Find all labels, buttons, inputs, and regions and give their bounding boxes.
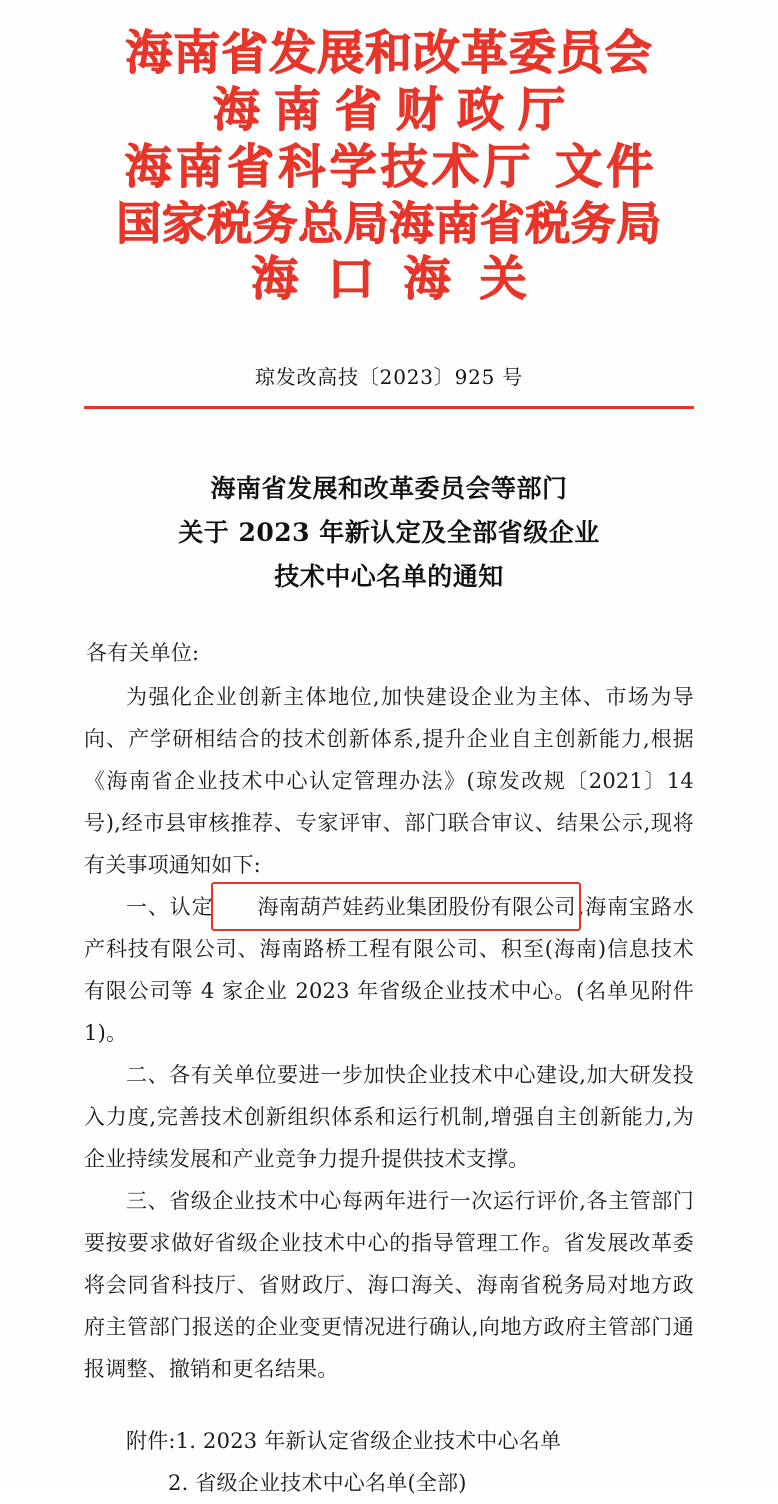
attachment-line-2: 2. 省级企业技术中心名单(全部) bbox=[168, 1471, 467, 1496]
highlighted-company-name: 海南葫芦娃药业集团股份有限公司 bbox=[214, 886, 578, 928]
letterhead-line-3: 海南省科学技术厅 文件 bbox=[124, 140, 658, 195]
paragraph-item-1 bbox=[84, 886, 694, 1054]
salutation: 各有关单位: bbox=[86, 641, 200, 666]
paragraph-intro: 为强化企业创新主体地位,加快建设企业为主体、市场为导向、产学研相结合的技术创新体系,提升企业自主创新能力,根据《海南省企业技术中心认定管理办法》(琼发改规〔2021〕14 号),经市县审核推荐、专家评审、部门联合审议、结果公示,现将有关事项通知如下: bbox=[84, 685, 694, 878]
title-line-3: 技术中心名单的通知 bbox=[274, 561, 504, 591]
letterhead-line-4: 国家税务总局海南省税务局 bbox=[116, 197, 662, 250]
title-line-1: 海南省发展和改革委员会等部门 bbox=[210, 474, 568, 503]
red-divider-rule bbox=[84, 406, 694, 409]
attachments bbox=[84, 1420, 694, 1504]
letterhead-line-1: 海南省发展和改革委员会 bbox=[125, 26, 653, 81]
letterhead-line-5: 海口海关 bbox=[251, 252, 556, 307]
paragraph-item-2: 二、各有关单位要进一步加快企业技术中心建设,加大研发投入力度,完善技术创新组织体系和运行机制,增强自主创新能力,为企业持续发展和产业竞争力提升提供技术支撑。 bbox=[84, 1063, 694, 1172]
paragraph-item-3: 三、省级企业技术中心每两年进行一次运行评价,各主管部门要按要求做好省级企业技术中心的指导管理工作。省发展改革委将会同省科技厅、省财政厅、海口海关、海南省税务局对地方政府主管部门报送的企业变更情况进行确认,向地方政府主管部门通报调整、撤销和更名结果。 bbox=[84, 1189, 694, 1382]
attachment-line-1: 附件:1. 2023 年新认定省级企业技术中心名单 bbox=[126, 1429, 562, 1454]
title-line-2: 关于 2023 年新认定及全部省级企业 bbox=[178, 517, 600, 547]
document-title bbox=[84, 467, 694, 598]
letterhead-line-2: 海南省财政厅 bbox=[212, 83, 580, 138]
item-1-prefix: 一、认定 bbox=[126, 895, 214, 920]
document-number: 琼发改高技〔2023〕925 号 bbox=[254, 365, 524, 389]
letterhead bbox=[84, 0, 694, 307]
item-1-suffix: ,海南宝路水产科技有限公司、海南路桥工程有限公司、积至(海南)信息技术有限公司等 4 家企业 2023 年省级企业技术中心。(名单见附件 1)。 bbox=[84, 895, 695, 1046]
